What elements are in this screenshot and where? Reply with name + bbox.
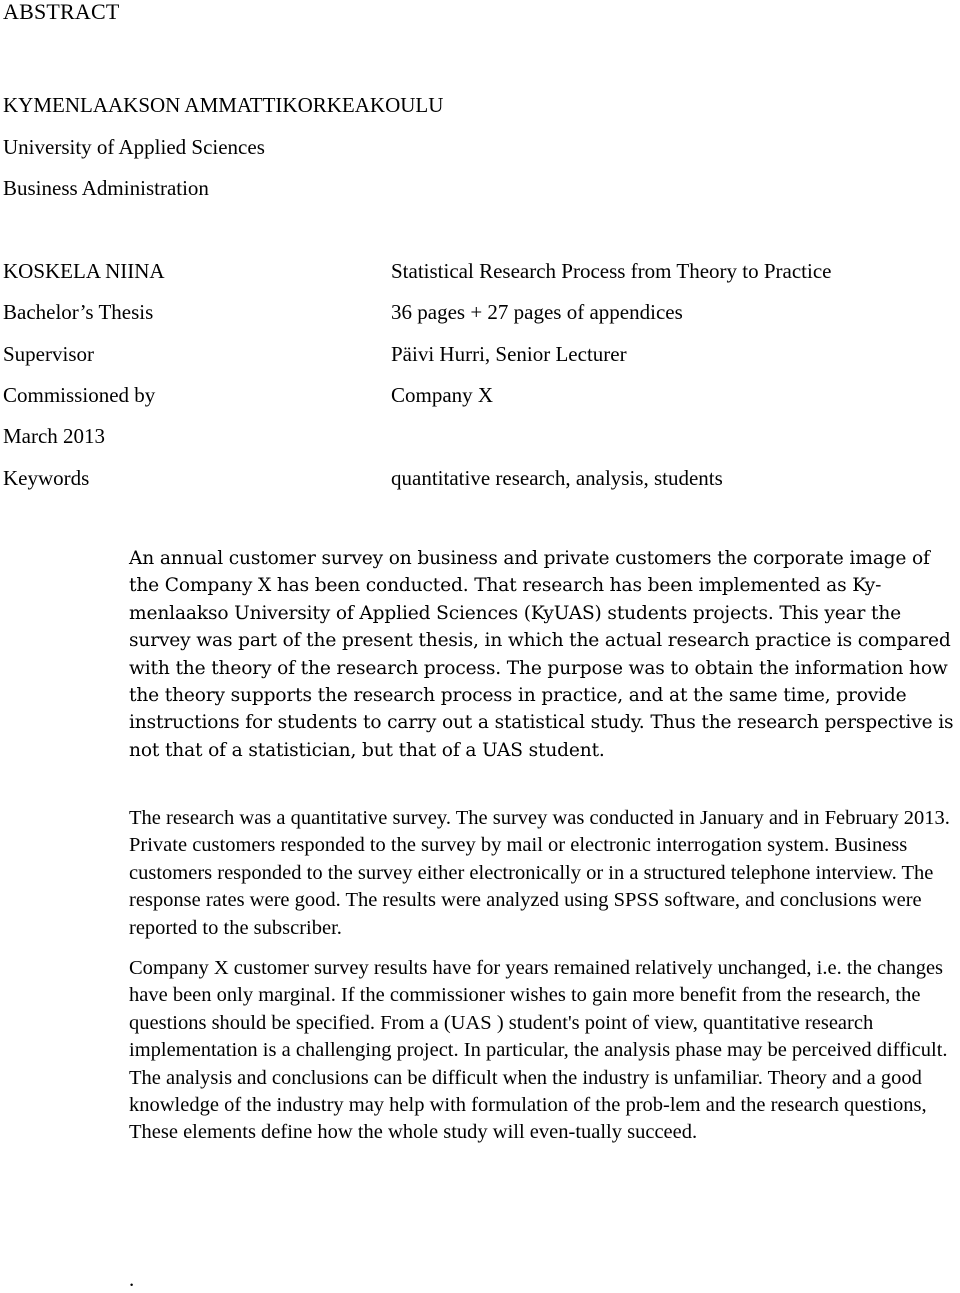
abstract-paragraph-2 bbox=[129, 805, 959, 942]
supervisor-label: Supervisor bbox=[3, 342, 94, 366]
supervisor-value: Päivi Hurri, Senior Lecturer bbox=[391, 342, 627, 366]
keywords-value: quantitative research, analysis, students bbox=[391, 466, 723, 490]
thesis-title: Statistical Research Process from Theory to Practice bbox=[391, 259, 832, 283]
commissioned-by-label: Commissioned by bbox=[3, 383, 156, 407]
trailing-period: . bbox=[129, 1267, 135, 1291]
keywords-label: Keywords bbox=[3, 466, 90, 490]
abstract-heading: ABSTRACT bbox=[3, 0, 120, 24]
thesis-type-label: Bachelor’s Thesis bbox=[3, 300, 154, 324]
page-count: 36 pages + 27 pages of appendices bbox=[391, 300, 683, 324]
commissioned-by-value: Company X bbox=[391, 383, 494, 407]
institution-name: KYMENLAAKSON AMMATTIKORKEAKOULU bbox=[3, 93, 444, 117]
abstract-paragraph-3-text: Company X customer survey results have for years remained relatively unchanged, i.e. the changes have been only marginal. If the commissioner wishes to gain more benefit from the research, the questions should be specified. From a (UAS ) student's point of view, quantitative research implementation is a challenging project. In particular, the analysis phase may be perceived difficult. The analysis and conclusions can be difficult when the industry is unfamiliar. Theory and a good knowledge of the industry may help with formulation of the prob-lem and the research questions, These elements define how the whole study will even-tually succeed. bbox=[129, 957, 948, 1144]
date-label: March 2013 bbox=[3, 424, 106, 448]
abstract-paragraph-3 bbox=[129, 955, 959, 1147]
institution-subtitle: University of Applied Sciences bbox=[3, 135, 265, 159]
author-name: KOSKELA NIINA bbox=[3, 259, 165, 283]
abstract-paragraph-2-text: The research was a quantitative survey. The survey was conducted in January and in February 2013. Private customers responded to the survey by mail or electronic interrogation system. Business customers responded to the survey either electronically or in a structured telephone interview. The response rates were good. The results were analyzed using SPSS software, and conclusions were reported to the subscriber. bbox=[129, 807, 950, 939]
abstract-paragraph-1-text: An annual customer survey on business and private customers the corporate image of the Company X has been conducted. That research has been implemented as Ky-menlaakso University of Applied Sciences (KyUAS) students projects. This year the survey was part of the present thesis, in which the actual research practice is compared with the theory of the research process. The purpose was to obtain the information how the theory supports the research process in practice, and at the same time, provide instructions for students to carry out a statistical study. Thus the research perspective is not that of a statistician, but that of a UAS student. bbox=[129, 548, 954, 761]
abstract-paragraph-1 bbox=[129, 545, 959, 764]
degree-program: Business Administration bbox=[3, 176, 209, 200]
